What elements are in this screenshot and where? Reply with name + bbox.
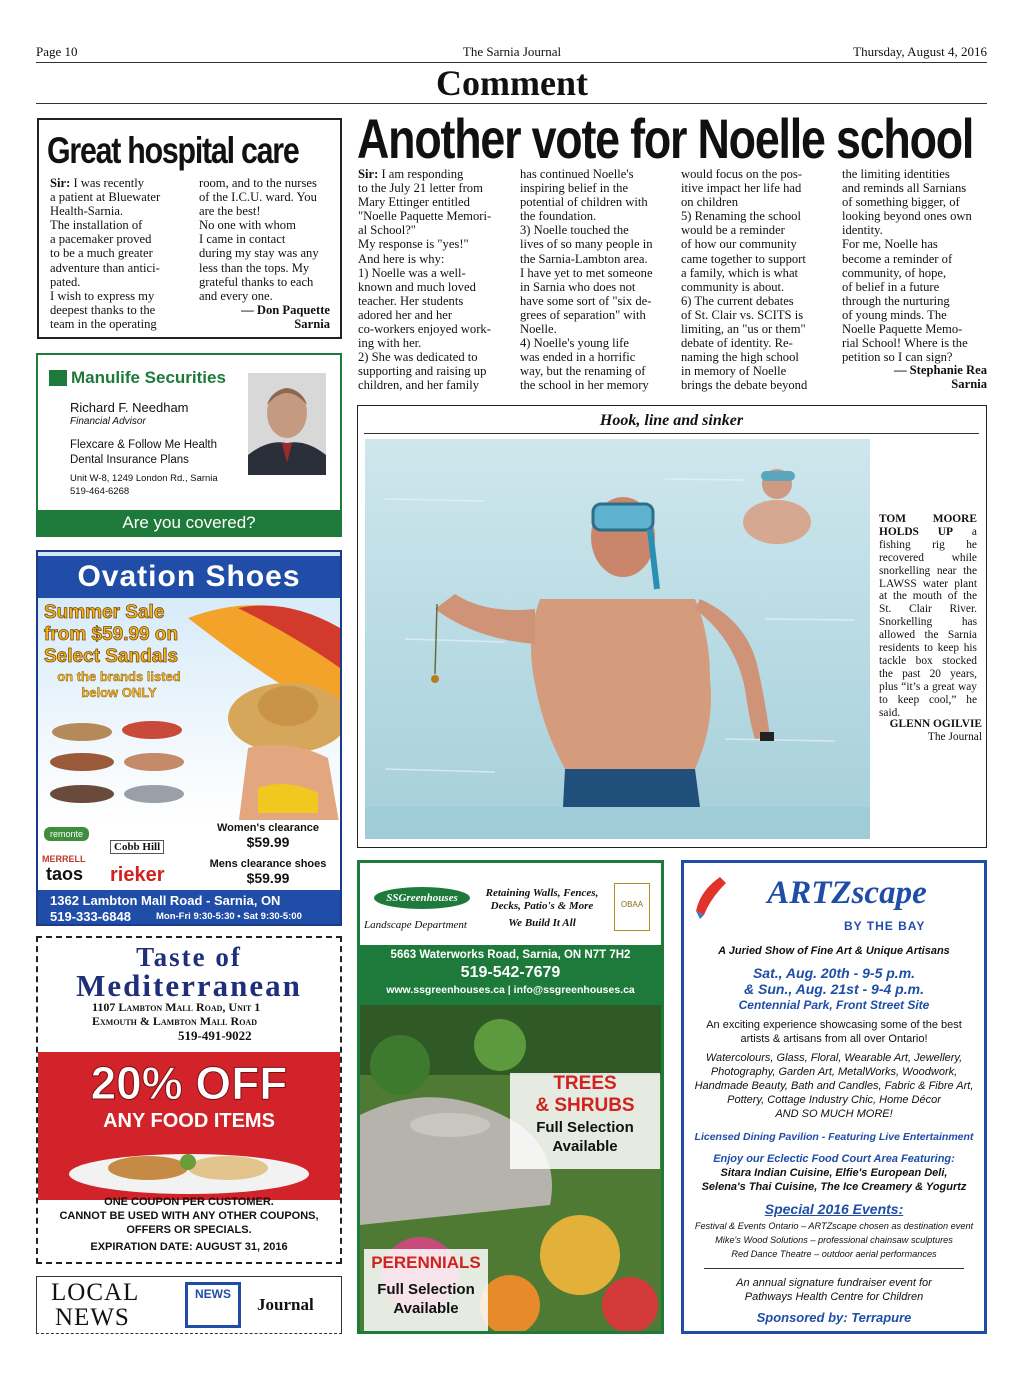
offer-subtitle: ANY FOOD ITEMS [103,1110,275,1132]
artz-media-list: Watercolours, Glass, Floral, Wearable Art, Jewellery, Photography, Garden Art, MetalWorks, Woodwork, Handmade Beauty, Bath and Candles, Fabric & Fibre Art, Pottery, Cottage Industry Chic, Home Décor [694,1052,974,1106]
sale-line-3: Select Sandals [44,646,179,667]
artz-description: An exciting experience showcasing some of the best artists & artisans from all over Ontario! [706,1019,962,1045]
sir-label: Sir: [358,167,379,181]
artz-food-1: Sitara Indian Cuisine, Elfie's European Deli, [720,1167,948,1179]
trees-full-selection: Full Selection [536,1119,634,1136]
photo-caption [879,513,977,720]
letter-noelle-col2: has continued Noelle's inspiring belief in the potential of children with the foundation. 3) Noelle touched the lives of so many people in the Sarnia-Lambton area. I have yet to met someone in Sarnia who does not have some sort of "six de- grees of separation" with Noelle. 4) Noelle's young life was ended in a horrific way, but the renaming of the school in her memory [520,167,653,393]
manulife-logo-icon [49,370,67,386]
photo-caption-text: a fishing rig he recovered while snorkelling near the LAWSS water plant at the mouth of the St. Clair River. Snorkelling has allowed the Sarnia residents to keep his tackle box stocked the past 20 years, plus “it’s a great way to keep cool,” he said. [879,525,977,719]
advisor-name: Richard F. Needham [70,400,189,415]
letter-hospital-signature: — Don Paquette [241,303,330,317]
letter-noelle-signature: — Stephanie Rea [893,363,987,377]
advisor-phone: 519-464-6268 [70,486,130,497]
coupon-fine-1: ONE COUPON PER CUSTOMER. [104,1196,274,1208]
ovation-title: Ovation Shoes [38,556,340,598]
photo-credit: GLENN OGILVIE [889,718,982,730]
artz-event-1: Festival & Events Ontario – ARTZscape chosen as destination event [694,1221,974,1231]
photo-title: Hook, line and sinker [599,412,744,429]
issue-date: Thursday, August 4, 2016 [853,44,987,59]
artz-sponsor: Sponsored by: Terrapure [756,1310,912,1325]
mediterranean-coupon[interactable] [36,936,342,1264]
service-line-2: Dental Insurance Plans [70,454,189,466]
sale-line-2: from $59.99 on [44,624,179,645]
letter-noelle-text1: I am responding to the July 21 letter from Mary Ettinger entitled "Noelle Paquette Memori- al School?" My response is "yes!" And here is why: 1) Noelle was a well- known and much loved teacher. Her students adored her and her co-workers enjoyed work- ing with her. 2) She was dedicated to supporting and raising up children, and her family [358,167,492,393]
brand-cobbhill: Cobb Hill [110,840,164,854]
letter-hospital-city: Sarnia [294,317,330,331]
manulife-tagline: Are you covered? [38,510,340,535]
photo-caption-lead: TOM MOORE HOLDS UP [879,513,977,538]
taste-phone: 519-491-9022 [178,1028,252,1043]
letter-noelle-city: Sarnia [951,377,987,391]
artz-fundraiser-1: An annual signature fundraiser event for [736,1277,932,1289]
ssg-tagline-1: Retaining Walls, Fences, [485,887,599,899]
coupon-expiration: EXPIRATION DATE: AUGUST 31, 2016 [90,1241,288,1253]
ssg-phone: 519-542-7679 [460,964,561,981]
offer-percent: 20% OFF [90,1057,288,1109]
sandals-graphic [42,712,192,817]
shrubs-label: & SHRUBS [535,1095,635,1116]
photo-feature-box [357,405,987,848]
perennials-full-selection: Full Selection [377,1281,475,1298]
men-clearance-price: $59.99 [246,870,290,886]
ssg-logo: SSGreenhouses [374,887,470,909]
artz-fundraiser-2: Pathways Health Centre for Children [744,1291,924,1303]
artz-event-2: Mike's Wood Solutions – professional chainsaw sculptures [715,1235,953,1245]
artz-food-heading: Enjoy our Eclectic Food Court Area Featuring: [713,1153,955,1165]
ssg-tagline-2: Decks, Patio's & More [490,900,594,912]
artz-intro: A Juried Show of Fine Art & Unique Artisans [718,945,950,957]
artz-food-2: Selena's Thai Cuisine, The Ice Creamery & Yogurtz [701,1181,967,1193]
brand-remonte: remonte [44,827,89,841]
ovation-hours: Mon-Fri 9:30-5:30 • Sat 9:30-5:00 [156,911,302,922]
sale-line-1: Summer Sale [44,602,165,623]
coupon-fine-3: OFFERS OR SPECIALS. [126,1224,252,1236]
section-title: Comment [436,63,588,103]
ovation-address: 1362 Lambton Mall Road - Sarnia, ON [50,893,281,908]
photo-title-rule [364,433,979,434]
food-plate-graphic [38,1134,340,1194]
taste-of-label: Taste of [136,942,242,972]
trees-available: Available [552,1138,618,1155]
ovation-shoes-ad[interactable] [36,550,342,926]
brand-merrell: MERRELL [42,854,86,864]
local-label: LOCAL [51,1279,140,1306]
advisor-address: Unit W-8, 1249 London Rd., Sarnia [70,473,218,484]
letter-hospital-col1 [50,176,190,331]
snorkeller-photo [365,439,870,839]
letter-hospital-text1: I was recently a patient at Bluewater Health-Sarnia. The installation of a pacemaker proved to be a much greater adventure than antici- pated. I wish to express my deepest thanks to the team in the operating [50,176,161,331]
letter-noelle-col3: would focus on the pos- itive impact her life had on children 5) Renaming the school would be a reminder of how our community came together to support a family, which is what community is about. 6) The current debates of St. Clair vs. SCITS is limiting, an "us or them" debate of identity. Re- naming the high school in memory of Noelle brings the debate beyond [681,167,808,393]
artzscape-logo: ARTZscape [767,875,927,911]
news-label: NEWS [55,1304,130,1331]
ssg-address: 5663 Waterworks Road, Sarnia, ON N7T 7H2 [390,949,631,961]
artzscape-logo-sub: BY THE BAY [844,919,926,933]
sun-hat-graphic [178,598,340,828]
advisor-role: Financial Advisor [70,416,146,427]
taste-address-2: Exmouth & Lambton Mall Road [92,1014,257,1028]
letter-hospital-col2: room, and to the nurses of the I.C.U. ward. You are the best! No one with whom I came in contact during my stay was any less than the tops. My grateful thanks to each and every one. [199,176,319,303]
letter-hospital-box [37,118,342,339]
ovation-phone: 519-333-6848 [50,909,131,924]
sale-line-4: on the brands listed [57,669,181,684]
artz-special-heading: Special 2016 Events: [764,1201,904,1217]
manulife-ad[interactable] [36,353,342,537]
award-badge-icon: OBAA [614,883,650,931]
letter-noelle-col4: the limiting identities and reminds all Sarnians of something bigger, of looking beyond ones own identity. For me, Noelle has become a reminder of community, of hope, of belief in a future through the nurturing of young minds. The Noelle Paquette Memo- rial School! Where is the petition so I can sign? [842,167,972,365]
ssgreenhouses-ad[interactable] [357,860,664,1334]
newspaper-icon-label: NEWS [195,1287,231,1301]
ssg-department: Landscape Department [364,919,467,931]
page-number: Page 10 [36,44,78,59]
artz-date-1: Sat., Aug. 20th - 9-5 p.m. [752,965,916,981]
section-rule [36,103,987,104]
letter-noelle-title: Another vote for Noelle school [357,107,974,170]
artz-event-3: Red Dance Theatre – outdoor aerial performances [731,1249,937,1259]
sale-line-5: below ONLY [81,685,157,700]
letter-noelle-col1 [358,167,508,393]
newspaper-name: The Sarnia Journal [462,44,562,59]
artz-more: AND SO MUCH MORE! [775,1108,893,1120]
artzscape-ad[interactable] [681,860,987,1334]
taste-address-1: 1107 Lambton Mall Road, Unit 1 [92,1000,261,1014]
brand-rieker: rieker [110,864,165,886]
perennials-label: PERENNIALS [371,1253,481,1272]
coupon-fine-2: CANNOT BE USED WITH ANY OTHER COUPONS, [59,1210,319,1222]
trees-label: TREES [553,1073,617,1094]
local-news-ad[interactable] [36,1276,342,1334]
sir-label: Sir: [50,176,71,190]
ssg-tagline-3: We Build It All [508,917,576,929]
manulife-brand: Manulife Securities [71,368,226,387]
women-clearance-label: Women's clearance [216,822,320,834]
women-clearance-price: $59.99 [246,834,290,850]
perennials-available: Available [393,1300,459,1317]
artz-venue: Centennial Park, Front Street Site [738,998,930,1012]
letter-hospital-title: Great hospital care [47,130,299,171]
men-clearance-label: Mens clearance shoes [209,858,327,870]
advisor-portrait [248,373,326,475]
artz-date-2: & Sun., Aug. 21st - 9-4 p.m. [744,981,924,997]
ssg-website: www.ssgreenhouses.ca | info@ssgreenhouses.ca [386,984,635,996]
journal-logo: Journal [257,1295,314,1314]
artz-dining: Licensed Dining Pavilion - Featuring Live Entertainment [694,1131,974,1143]
brand-taos: taos [46,864,84,884]
newspaper-icon [185,1282,241,1328]
artz-divider [704,1268,964,1269]
service-line-1: Flexcare & Follow Me Health [70,439,217,451]
photo-credit-org: The Journal [927,731,982,743]
mediterranean-label: Mediterranean [76,968,302,1003]
